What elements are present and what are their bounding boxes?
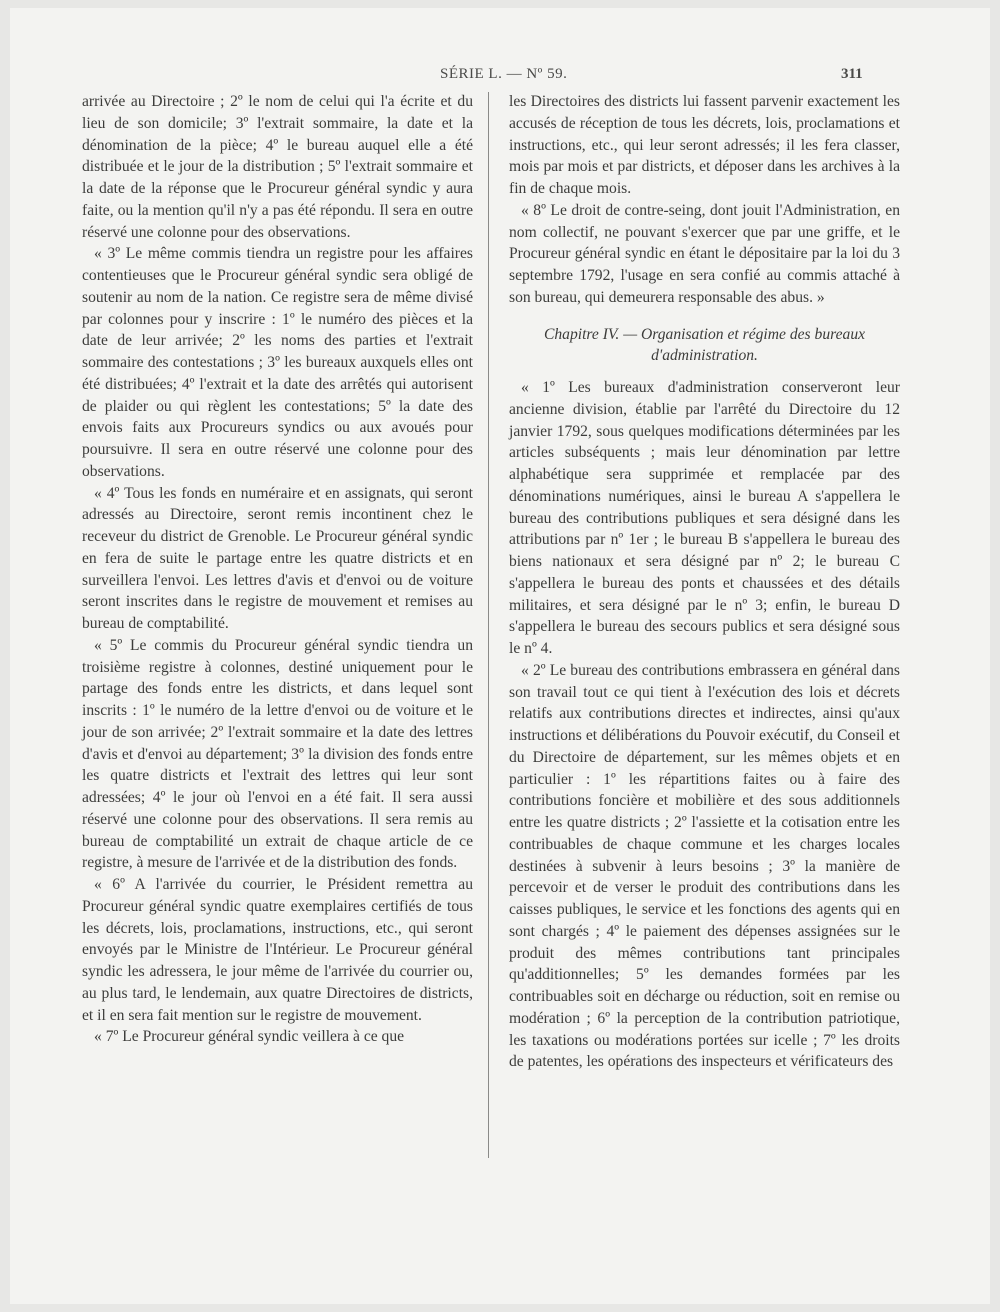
chapter-heading [509,324,900,368]
paragraph: « 1º Les bureaux d'administration conserveront leur ancienne division, établie par l'arrêté du Directoire du 12 janvier 1792, sous quelques modifications déterminées par les articles subséquents ; mais leur dénomination par lettre alphabétique sera supprimée et remplacée par des dénominations numériques, ainsi le bureau A s'appellera le bureau des contributions publiques et sera désigné dans les attributions par nº 1er ; le bureau B s'appellera le bureau des biens nationaux et sera désigné par nº 2; le bureau C s'appellera le bureau des ponts et chaussées et des détails militaires, et sera désigné par le nº 3; enfin, le bureau D s'appellera le bureau des secours publics et sera désigné sous le nº 4. [509,379,900,657]
paragraph: « 5º Le commis du Procureur général syndic tiendra un troisième registre à colonnes, destiné uniquement pour le partage des fonds entre les districts, et dans lequel sont inscrits : 1º le numéro de la lettre d'envoi ou de voiture et le jour de son arrivée; 2º l'extrait sommaire et la date des lettres d'avis et d'envoi au département; 3º la division des fonds entre les quatre districts et l'extrait des lettres qui leur sont adressées; 4º le jour où l'envoi en a été fait. Il sera aussi réservé une colonne pour des observations. Il sera remis au bureau de comptabilité un extrait de chaque article de ce registre, à mesure de l'arrivée et de la distribution des fonds. [82,636,473,872]
column-divider [488,92,489,1158]
paragraph: « 8º Le droit de contre-seing, dont jouit l'Administration, en nom collectif, ne pouvant s'exercer que par une griffe, et le Procureur général syndic en étant le dépositaire par la loi du 3 septembre 1792, l'usage en sera confié au commis attaché à son bureau, qui demeurera responsable des abus. » [509,201,900,306]
chapter-title-line-1: Chapitre IV. — Organisation et régime des bureaux [543,325,866,343]
paragraph: « 2º Le bureau des contributions embrassera en général dans son travail tout ce qui tient à l'exécution des lois et décrets relatifs aux contributions directes et indirectes, ainsi qu'aux instructions et délibérations du Pouvoir exécutif, du Conseil et du Directoire de département, sur les mêmes objets et en particulier : 1º les répartitions faites ou à faire des contributions foncière et mobilière et des sous additionnels entre les quatre districts ; 2º l'assiette et la cotisation entre les contribuables de chaque commune et les charges locales destinées à subvenir à leurs besoins ; 3º la manière de percevoir et de verser le produit des contributions dans les caisses publiques, le service et les fonctions des agents qui en sont chargés ; 4º le paiement des dépenses assignées sur le produit des mêmes contributions tant principales qu'additionnelles; 5º les demandes formées par les contribuables soit en décharge ou réduction, soit en remise ou modération ; 6º la perception de la contribution patriotique, les taxations ou modérations portées sur icelle ; 7º les droits de patentes, les opérations des inspecteurs et vérificateurs des [509,661,900,1071]
paragraph: « 6º A l'arrivée du courrier, le Président remettra au Procureur général syndic quatre exemplaires certifiés de tous les décrets, lois, proclamations, instructions, etc., qui seront envoyés par le Ministre de l'Intérieur. Le Procureur général syndic les adressera, le jour même de l'arrivée du courrier ou, au plus tard, le lendemain, aux quatre Directoires de districts, et il en sera fait mention sur le registre de mouvement. [82,876,473,1024]
paragraph: arrivée au Directoire ; 2º le nom de celui qui l'a écrite et du lieu de son domicile; 3º l'extrait sommaire, la date et la dénomination de la pièce; 4º le bureau auquel elle a été distribuée et le jour de la distribution ; 5º l'extrait sommaire et la date de la réponse que le Procureur général syndic y aura faite, ou la mention qu'il n'y a pas été répondu. Il sera en outre réservé une colonne pour des observations. [82,93,473,241]
right-column [509,91,900,1073]
paragraph: « 3º Le même commis tiendra un registre pour les affaires contentieuses que le Procureur général syndic sera obligé de soutenir au nom de la nation. Ce registre sera de même divisé par colonnes pour y inscrire : 1º le numéro des pièces et la date de leur arrivée; 2º les noms des parties et l'extrait sommaire des contestations ; 3º les bureaux auxquels elles ont été distribuées; 4º l'extrait et la date des arrêtés qui autorisent de plaider ou qui règlent les contestations; 5º la date des envois faits aux Procureurs syndics ou aux avoués pour poursuivre. Il sera en outre réservé une colonne pour des observations. [82,245,473,480]
page-number: 311 [841,66,863,82]
paragraph: les Directoires des districts lui fassent parvenir exactement les accusés de réception de tous les décrets, lois, proclamations et instructions, etc., qui leur seront adressés; il les fera classer, mois par mois et par districts, et déposer dans les archives à la fin de chaque mois. [509,93,900,197]
chapter-title-line-2: d'administration. [651,347,758,365]
series-label: SÉRIE L. — Nº 59. [440,66,568,82]
paragraph: « 4º Tous les fonds en numéraire et en assignats, qui seront adressés au Directoire, seront remis incontinent chez le receveur du district de Grenoble. Le Procureur général syndic en fera de suite le partage entre les quatre districts et en surveillera l'envoi. Les lettres d'avis et d'envoi ou de voiture seront inscrites dans le registre de mouvement et remises au bureau de comptabilité. [82,484,473,632]
paragraph: « 7º Le Procureur général syndic veillera à ce que [94,1028,405,1046]
left-column [82,91,473,1048]
page-header [0,66,1000,86]
